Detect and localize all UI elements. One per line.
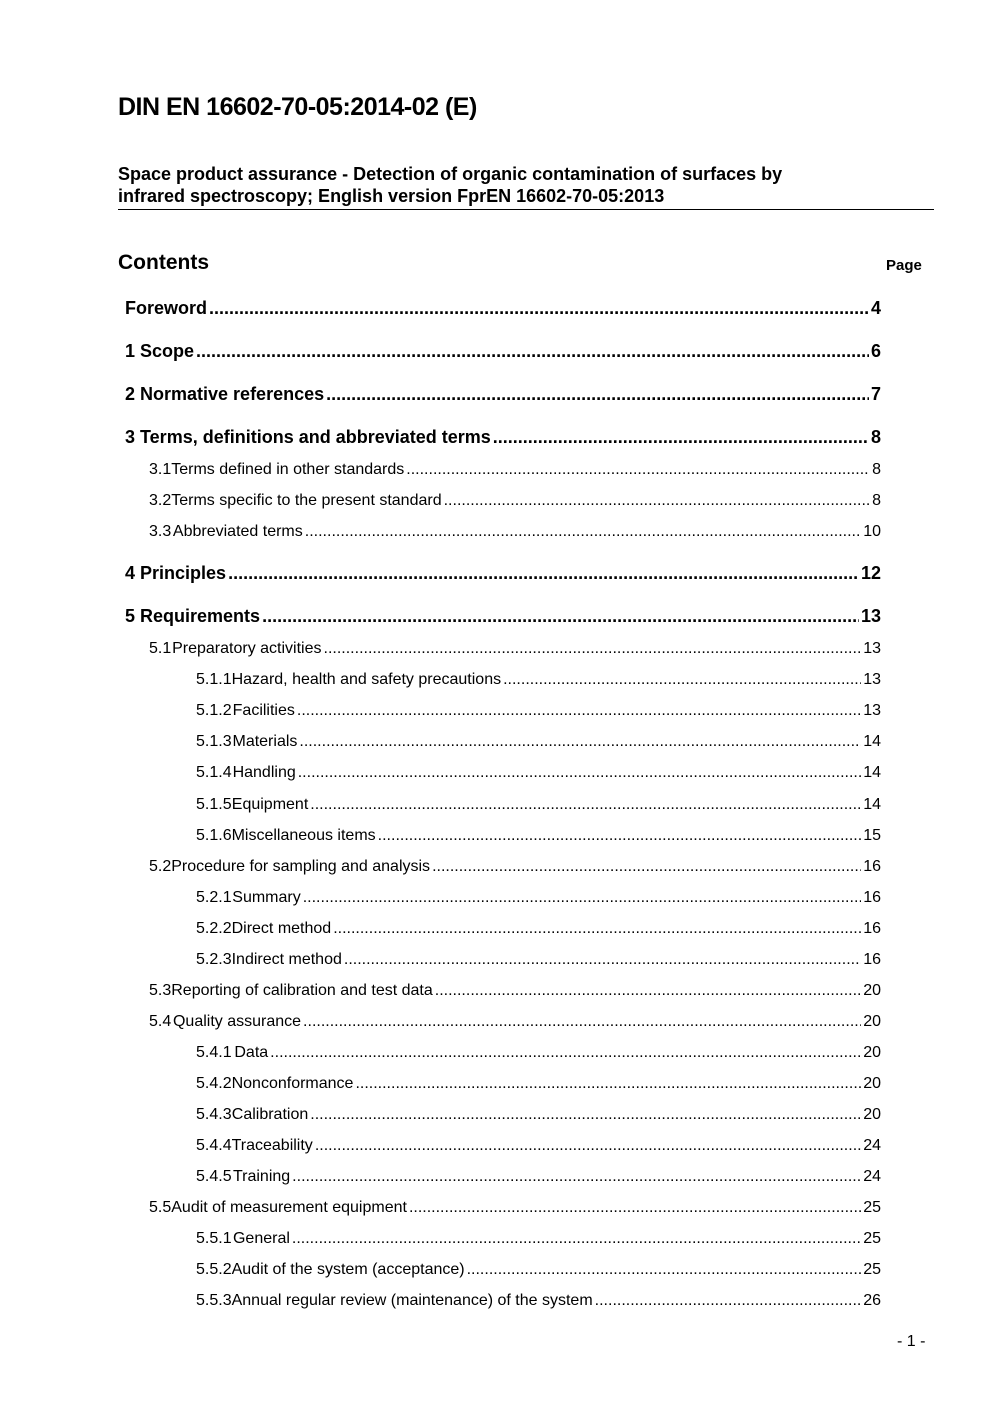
toc-dot-leader	[297, 702, 861, 720]
toc-entry-number: 5.2.3	[196, 951, 232, 968]
toc-entry[interactable]	[196, 733, 881, 751]
toc-entry-title: Indirect method	[231, 951, 342, 968]
toc-entry-number: 5.5	[149, 1199, 172, 1216]
toc-entry[interactable]	[196, 764, 881, 782]
toc-dot-leader	[378, 827, 862, 845]
toc-dot-leader	[432, 858, 861, 876]
toc-entry-number: 3.3	[149, 523, 172, 540]
toc-entry-title: Preparatory activities	[172, 640, 322, 657]
toc-entry-page: 24	[863, 1137, 881, 1154]
toc-entry-title: Materials	[232, 733, 298, 750]
page-number-footer: - 1 -	[897, 1333, 926, 1350]
toc-entry[interactable]	[149, 1199, 881, 1217]
toc-entry[interactable]	[196, 1292, 881, 1310]
toc-entry-number: 5.5.3	[196, 1292, 232, 1309]
toc-dot-leader	[305, 523, 861, 541]
toc-entry-page: 20	[863, 1044, 881, 1061]
toc-entry[interactable]	[196, 671, 881, 689]
toc-dot-leader	[435, 982, 861, 1000]
toc-dot-leader	[228, 563, 859, 584]
toc-entry-title: Foreword	[125, 298, 208, 318]
toc-entry[interactable]	[196, 889, 881, 907]
document-subtitle-line-2: infrared spectroscopy; English version FprEN 16602-70-05:2013	[118, 186, 665, 206]
toc-entry[interactable]	[196, 920, 881, 938]
toc-dot-leader	[406, 461, 870, 479]
toc-entry-page: 20	[863, 1013, 881, 1030]
toc-dot-leader	[270, 1044, 861, 1062]
toc-entry-page: 25	[863, 1199, 881, 1216]
toc-entry-title: Terms defined in other standards	[171, 461, 405, 478]
toc-entry-title: Audit of the system (acceptance)	[231, 1261, 465, 1278]
toc-entry-number: 5.4.2	[196, 1075, 232, 1092]
toc-entry-title: Calibration	[231, 1106, 309, 1123]
toc-entry-title: Normative references	[140, 384, 325, 404]
toc-entry-page: 25	[863, 1261, 881, 1278]
toc-entry[interactable]	[196, 1044, 881, 1062]
toc-entry-number: 2	[125, 384, 136, 404]
toc-entry-title: Miscellaneous items	[231, 827, 376, 844]
toc-dot-leader	[292, 1230, 861, 1248]
contents-heading: Contents	[118, 251, 209, 274]
toc-dot-leader	[333, 920, 861, 938]
toc-entry[interactable]	[196, 1106, 881, 1124]
toc-entry-title: Principles	[140, 563, 227, 583]
toc-entry-number: 5.3	[149, 982, 172, 999]
toc-entry-title: Nonconformance	[231, 1075, 354, 1092]
toc-entry-title: Terms, definitions and abbreviated terms	[140, 427, 491, 447]
toc-dot-leader	[303, 1013, 861, 1031]
toc-entry-number: 5.5.1	[196, 1230, 232, 1247]
toc-entry[interactable]	[196, 1137, 881, 1155]
toc-entry-number: 5.1.5	[196, 796, 232, 813]
toc-entry-page: 8	[870, 427, 881, 447]
toc-entry-title: Procedure for sampling and analysis	[171, 858, 431, 875]
toc-entry[interactable]	[196, 951, 881, 969]
toc-entry-page: 26	[863, 1292, 881, 1309]
toc-entry-title: General	[232, 1230, 290, 1247]
toc-entry-page: 6	[870, 341, 881, 361]
toc-entry-number: 5	[125, 606, 136, 626]
toc-entry-page: 16	[863, 951, 881, 968]
toc-dot-leader	[315, 1137, 861, 1155]
toc-entry[interactable]	[125, 606, 881, 627]
toc-entry-number: 4	[125, 563, 136, 583]
toc-dot-leader	[344, 951, 861, 969]
toc-entry-title: Abbreviated terms	[172, 523, 303, 540]
toc-entry-title: Traceability	[231, 1137, 313, 1154]
toc-dot-leader	[503, 671, 861, 689]
toc-dot-leader	[310, 1106, 861, 1124]
toc-entry-page: 16	[863, 858, 881, 875]
toc-dot-leader	[303, 889, 861, 907]
toc-entry-number: 3.1	[149, 461, 172, 478]
toc-entry-title: Facilities	[232, 702, 295, 719]
toc-dot-leader	[209, 298, 869, 319]
toc-entry[interactable]	[196, 1168, 881, 1186]
toc-entry-page: 13	[863, 640, 881, 657]
toc-entry-number: 3	[125, 427, 136, 447]
toc-dot-leader	[326, 384, 869, 405]
toc-entry-number: 5.2.1	[196, 889, 232, 906]
toc-entry-page: 13	[863, 671, 881, 688]
toc-entry-title: Summary	[232, 889, 301, 906]
toc-entry-title: Terms specific to the present standard	[171, 492, 442, 509]
toc-dot-leader	[493, 427, 869, 448]
toc-entry-page: 15	[863, 827, 881, 844]
toc-entry-page: 13	[863, 702, 881, 719]
toc-entry-title: Hazard, health and safety precautions	[231, 671, 502, 688]
toc-entry[interactable]	[196, 1075, 881, 1093]
toc-entry[interactable]	[149, 858, 881, 876]
toc-entry-number: 5.2	[149, 858, 172, 875]
toc-entry-title: Data	[234, 1044, 269, 1061]
toc-entry-number: 1	[125, 341, 136, 361]
toc-dot-leader	[298, 764, 861, 782]
document-subtitle-line-1: Space product assurance - Detection of organic contamination of surfaces by	[118, 164, 783, 184]
toc-dot-leader	[409, 1199, 861, 1217]
toc-entry-title: Handling	[232, 764, 296, 781]
toc-entry[interactable]	[125, 563, 881, 584]
toc-entry-page: 16	[863, 920, 881, 937]
toc-entry[interactable]	[196, 1230, 881, 1248]
toc-dot-leader	[292, 1168, 861, 1186]
toc-entry-title: Reporting of calibration and test data	[171, 982, 433, 999]
toc-entry[interactable]	[149, 982, 881, 1000]
toc-entry-page: 4	[870, 298, 881, 318]
toc-entry-number: 5.1.1	[196, 671, 232, 688]
toc-entry-page: 25	[863, 1230, 881, 1247]
toc-entry[interactable]	[125, 384, 881, 405]
toc-dot-leader	[595, 1292, 862, 1310]
toc-dot-leader	[467, 1261, 862, 1279]
toc-entry-number: 5.1.3	[196, 733, 232, 750]
toc-entry-title: Quality assurance	[172, 1013, 302, 1030]
toc-entry[interactable]	[196, 1261, 881, 1279]
toc-entry-number: 5.1	[149, 640, 172, 657]
toc-dot-leader	[310, 796, 861, 814]
document-subtitle	[118, 163, 934, 210]
toc-entry-page: 20	[863, 1106, 881, 1123]
toc-entry-number: 5.5.2	[196, 1261, 232, 1278]
toc-entry[interactable]	[125, 298, 881, 319]
toc-entry-title: Equipment	[231, 796, 309, 813]
toc-entry-number: 5.1.2	[196, 702, 232, 719]
toc-entry[interactable]	[125, 341, 881, 362]
document-title: DIN EN 16602-70-05:2014-02 (E)	[118, 93, 477, 121]
toc-entry-number: 5.2.2	[196, 920, 232, 937]
toc-entry-number: 5.4.1	[196, 1044, 232, 1061]
toc-dot-leader	[299, 733, 861, 751]
toc-dot-leader	[324, 640, 862, 658]
page-column-label: Page	[886, 257, 922, 274]
toc-entry[interactable]	[149, 640, 881, 658]
toc-entry-page: 12	[860, 563, 881, 583]
toc-entry-number: 5.1.6	[196, 827, 232, 844]
toc-entry-page: 20	[863, 1075, 881, 1092]
toc-entry-title: Scope	[140, 341, 195, 361]
toc-entry-page: 8	[872, 492, 881, 509]
toc-dot-leader	[355, 1075, 861, 1093]
toc-entry-page: 7	[870, 384, 881, 404]
toc-entry-title: Direct method	[231, 920, 332, 937]
toc-entry-page: 13	[860, 606, 881, 626]
toc-entry-title: Requirements	[140, 606, 261, 626]
toc-entry-page: 16	[863, 889, 881, 906]
toc-entry-number: 3.2	[149, 492, 172, 509]
toc-entry-page: 14	[863, 733, 881, 750]
toc-entry[interactable]	[196, 702, 881, 720]
toc-entry[interactable]	[149, 461, 881, 479]
toc-entry-page: 20	[863, 982, 881, 999]
toc-entry-page: 24	[863, 1168, 881, 1185]
toc-entry-title: Training	[232, 1168, 291, 1185]
toc-entry-page: 14	[863, 796, 881, 813]
toc-entry[interactable]	[149, 492, 881, 510]
toc-dot-leader	[444, 492, 870, 510]
toc-entry-number: 5.4.4	[196, 1137, 232, 1154]
toc-entry-page: 8	[872, 461, 881, 478]
toc-entry-page: 14	[863, 764, 881, 781]
toc-dot-leader	[196, 341, 869, 362]
toc-entry-page: 10	[863, 523, 881, 540]
toc-entry-number: 5.4	[149, 1013, 172, 1030]
toc-entry[interactable]	[149, 523, 881, 541]
toc-entry[interactable]	[149, 1013, 881, 1031]
toc-entry-title: Audit of measurement equipment	[171, 1199, 407, 1216]
toc-entry-number: 5.4.3	[196, 1106, 232, 1123]
toc-entry[interactable]	[196, 796, 881, 814]
toc-entry[interactable]	[125, 427, 881, 448]
toc-dot-leader	[262, 606, 859, 627]
toc-entry-title: Annual regular review (maintenance) of the system	[231, 1292, 593, 1309]
toc-entry[interactable]	[196, 827, 881, 845]
toc-entry-number: 5.4.5	[196, 1168, 232, 1185]
toc-entry-number: 5.1.4	[196, 764, 232, 781]
